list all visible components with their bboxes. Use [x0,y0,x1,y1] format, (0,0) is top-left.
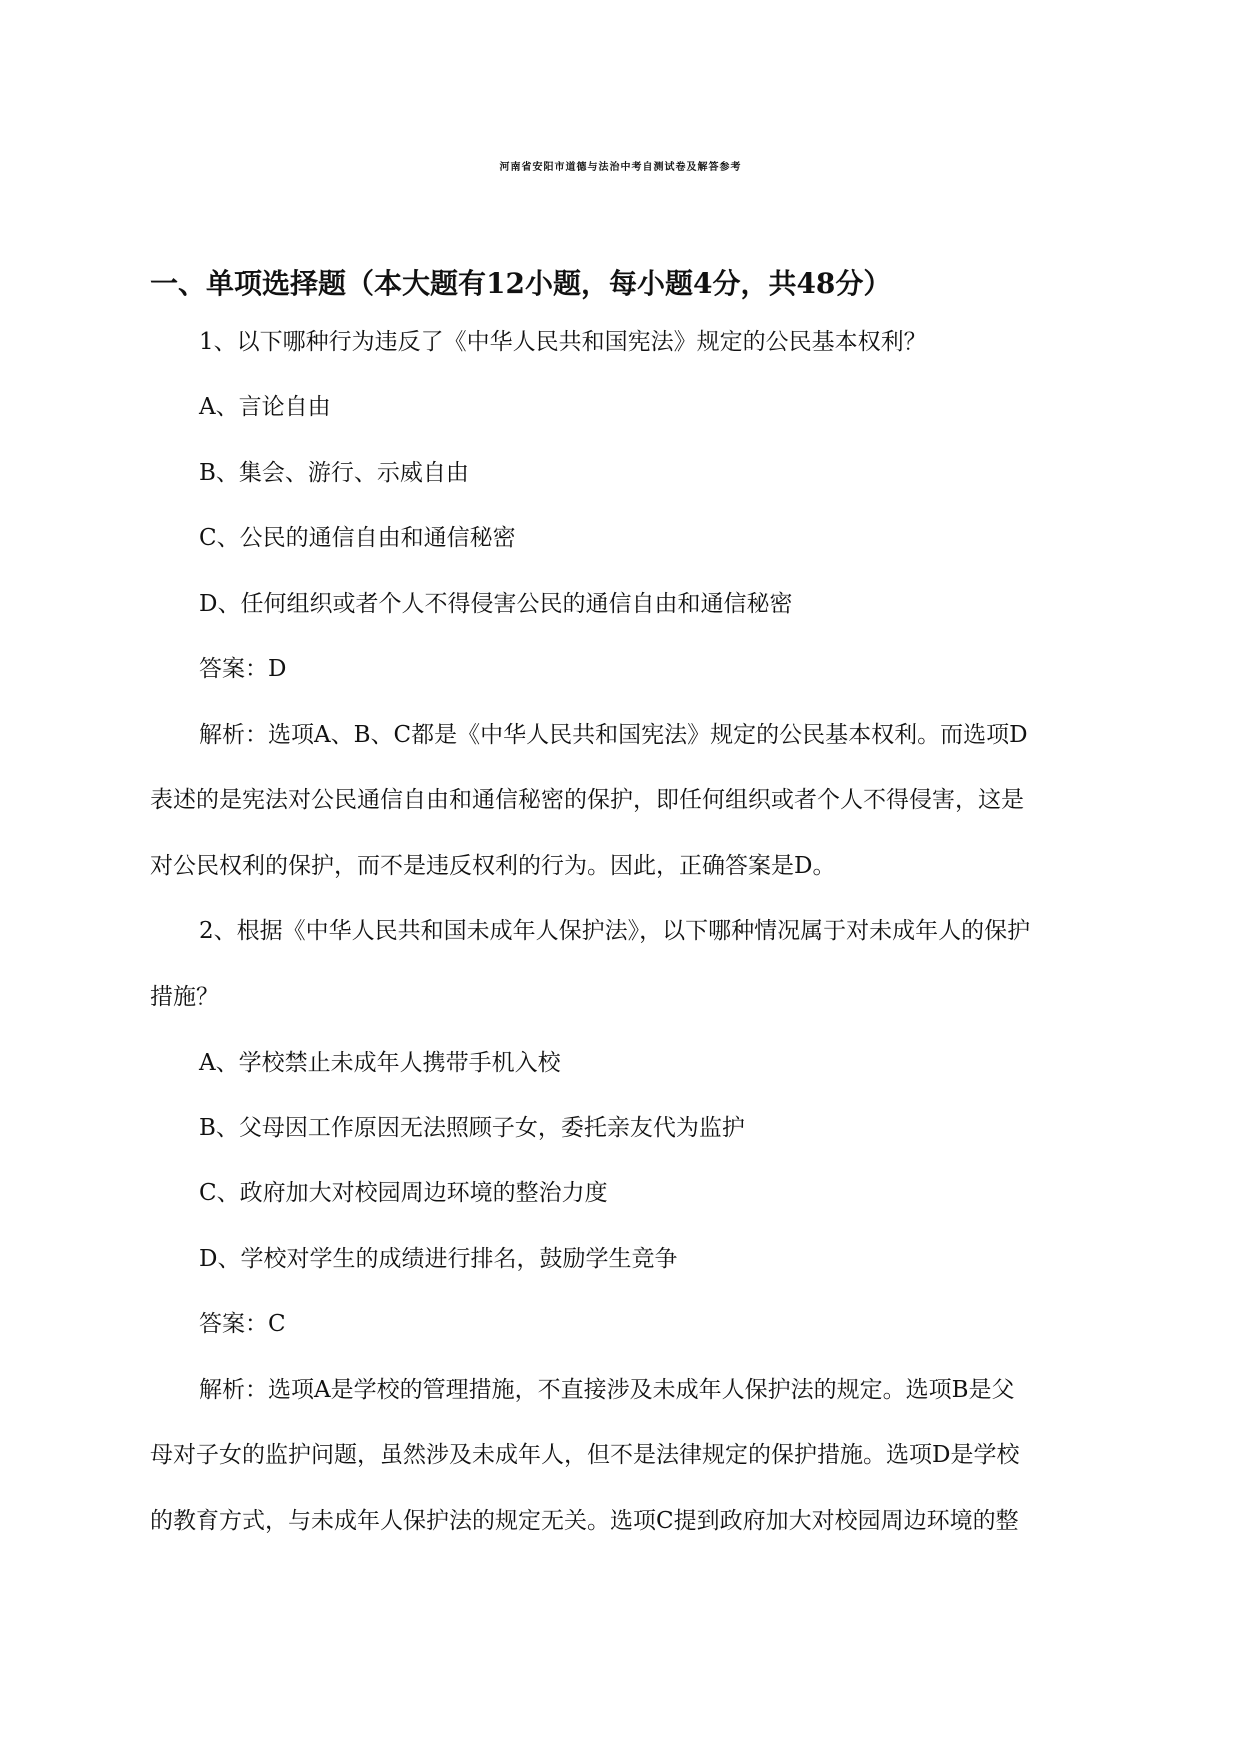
question-1-option-a: A、言论自由 [199,394,331,420]
question-1-option-c: C、公民的通信自由和通信秘密 [199,525,516,551]
document-title: 河南省安阳市道德与法治中考自测试卷及解答参考 [499,162,742,173]
section-heading: 一、单项选择题（本大题有12小题，每小题4分，共48分） [150,267,892,300]
question-1-stem: 1、以下哪种行为违反了《中华人民共和国宪法》规定的公民基本权利？ [199,329,927,355]
question-2-analysis-line-3: 的教育方式，与未成年人保护法的规定无关。选项C提到政府加大对校园周边环境的整 [150,1508,1019,1534]
question-1-option-d: D、任何组织或者个人不得侵害公民的通信自由和通信秘密 [199,591,793,617]
question-2-option-a: A、学校禁止未成年人携带手机入校 [199,1050,561,1076]
question-1-analysis-line-1: 解析：选项A、B、C都是《中华人民共和国宪法》规定的公民基本权利。而选项D [199,722,1028,748]
question-1-analysis-line-3: 对公民权利的保护，而不是违反权利的行为。因此，正确答案是D。 [150,853,836,879]
question-2-analysis-line-2: 母对子女的监护问题，虽然涉及未成年人，但不是法律规定的保护措施。选项D是学校 [150,1442,1020,1468]
question-1-answer: 答案：D [199,656,287,682]
question-2-option-c: C、政府加大对校园周边环境的整治力度 [199,1180,608,1206]
question-2-analysis-line-1: 解析：选项A是学校的管理措施，不直接涉及未成年人保护法的规定。选项B是父 [199,1377,1015,1403]
question-1-analysis-line-2: 表述的是宪法对公民通信自由和通信秘密的保护，即任何组织或者个人不得侵害，这是 [150,787,1024,813]
question-2-option-b: B、父母因工作原因无法照顾子女，委托亲友代为监护 [199,1115,745,1141]
question-2-stem-line-1: 2、根据《中华人民共和国未成年人保护法》，以下哪种情况属于对未成年人的保护 [199,918,1031,944]
question-2-stem-line-2: 措施？ [150,984,219,1010]
question-1-option-b: B、集会、游行、示威自由 [199,460,469,486]
question-2-option-d: D、学校对学生的成绩进行排名，鼓励学生竞争 [199,1246,678,1272]
question-2-answer: 答案：C [199,1311,286,1337]
